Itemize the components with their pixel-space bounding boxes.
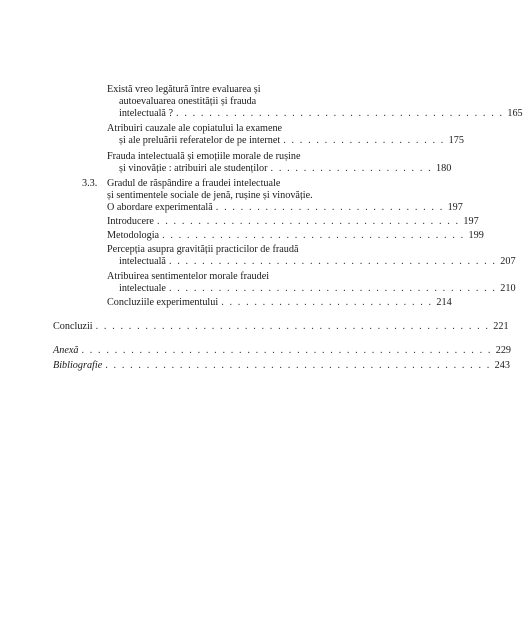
toc-page-number: 243 xyxy=(494,360,510,371)
toc-entry-line: intelectuale xyxy=(119,282,166,294)
toc-entry-line: intelectuală ? xyxy=(119,107,174,119)
toc-entry xyxy=(107,84,523,119)
toc-chapter-entry xyxy=(53,360,510,372)
toc-page-number: 210 xyxy=(500,282,516,294)
toc-entry-line: Concluzii xyxy=(53,321,93,332)
toc-entry-line: Gradul de răspândire a fraudei intelectuale xyxy=(107,178,281,189)
dot-leader: . . . . . . . . . . . . . . . . . . . . . . . . . . . . . . . . . . . . . xyxy=(162,230,465,241)
toc-entry-line: Există vreo legătură între evaluarea și xyxy=(107,84,261,95)
toc-entry-line: Concluziile experimentului xyxy=(107,297,219,308)
toc-page-number: 199 xyxy=(468,230,484,241)
dot-leader: . . . . . . . . . . . . . . . . . . . . xyxy=(283,134,445,146)
toc-chapter-entry xyxy=(53,345,512,357)
toc-entry-line: Introducere xyxy=(107,216,154,227)
dot-leader: . . . . . . . . . . . . . . . . . . . . . . . . . . xyxy=(221,297,433,308)
toc-entry-line: și ale preluării referatelor de pe internet xyxy=(119,134,281,146)
toc-entry-line: autoevaluarea onestității și frauda xyxy=(119,95,257,107)
toc-entry-line: Atribuirea sentimentelor morale fraudei xyxy=(107,271,270,282)
toc-entry-line: Metodologia xyxy=(107,230,160,241)
toc-entry xyxy=(107,151,452,175)
toc-entry xyxy=(107,244,516,268)
dot-leader: . . . . . . . . . . . . . . . . . . . . . . . . . . . . . . . . . . . . . . . . xyxy=(168,282,497,294)
toc-entry xyxy=(107,230,484,242)
dot-leader: . . . . . . . . . . . . . . . . . . . . . . . . . . . . . . . . . . . . . . . . xyxy=(168,255,497,267)
toc-page-number: 180 xyxy=(436,162,452,174)
toc-section-entry xyxy=(82,178,463,213)
toc-entry xyxy=(107,271,516,295)
toc-chapter-entry xyxy=(53,321,509,333)
toc-entry-line: Frauda intelectuală și emoțiile morale de rușine xyxy=(107,151,301,162)
toc-entry xyxy=(107,216,479,228)
toc-entry-line: Atribuiri cauzale ale copiatului la examene xyxy=(107,123,283,134)
toc-entry-line: intelectuală xyxy=(119,255,166,267)
dot-leader: . . . . . . . . . . . . . . . . . . . . xyxy=(270,162,433,174)
toc-page-number: 214 xyxy=(436,297,452,308)
toc-entry xyxy=(107,123,464,147)
toc-page-number: 175 xyxy=(448,134,464,146)
toc-entry-line: și sentimentele sociale de jenă, rușine și vinovăție. xyxy=(107,189,313,201)
toc-page-number: 197 xyxy=(463,216,479,227)
section-number: 3.3. xyxy=(82,178,98,189)
toc-page-number: 221 xyxy=(493,321,509,332)
toc-entry-line: Anexă xyxy=(53,345,79,356)
toc-entry-line: O abordare experimentală xyxy=(107,201,213,213)
dot-leader: . . . . . . . . . . . . . . . . . . . . . . . . . . . . . . . . . . . . . . . . . . . . . . . . . . xyxy=(81,345,493,356)
toc-page-number: 207 xyxy=(500,255,516,267)
toc-entry xyxy=(107,297,452,309)
dot-leader: . . . . . . . . . . . . . . . . . . . . . . . . . . . . . . . . . . . . . . . . . . . . . . . . xyxy=(95,321,490,332)
toc-page-number: 165 xyxy=(507,107,523,119)
toc-entry-line: și vinovăție : atribuiri ale studenților xyxy=(119,162,268,174)
dot-leader: . . . . . . . . . . . . . . . . . . . . . . . . . . . . . . . . . . . . . xyxy=(156,216,460,227)
toc-page-number: 229 xyxy=(495,345,512,356)
dot-leader: . . . . . . . . . . . . . . . . . . . . . . . . . . . . . . . . . . . . . . . . . . . . . . . xyxy=(105,360,491,371)
toc-page-number: 197 xyxy=(447,201,463,213)
dot-leader: . . . . . . . . . . . . . . . . . . . . . . . . . . . . xyxy=(215,201,444,213)
dot-leader: . . . . . . . . . . . . . . . . . . . . . . . . . . . . . . . . . . . . . . . . xyxy=(176,107,504,119)
toc-entry-line: Percepția asupra gravității practicilor de fraudă xyxy=(107,244,299,255)
toc-entry-line: Bibliografie xyxy=(53,360,103,371)
